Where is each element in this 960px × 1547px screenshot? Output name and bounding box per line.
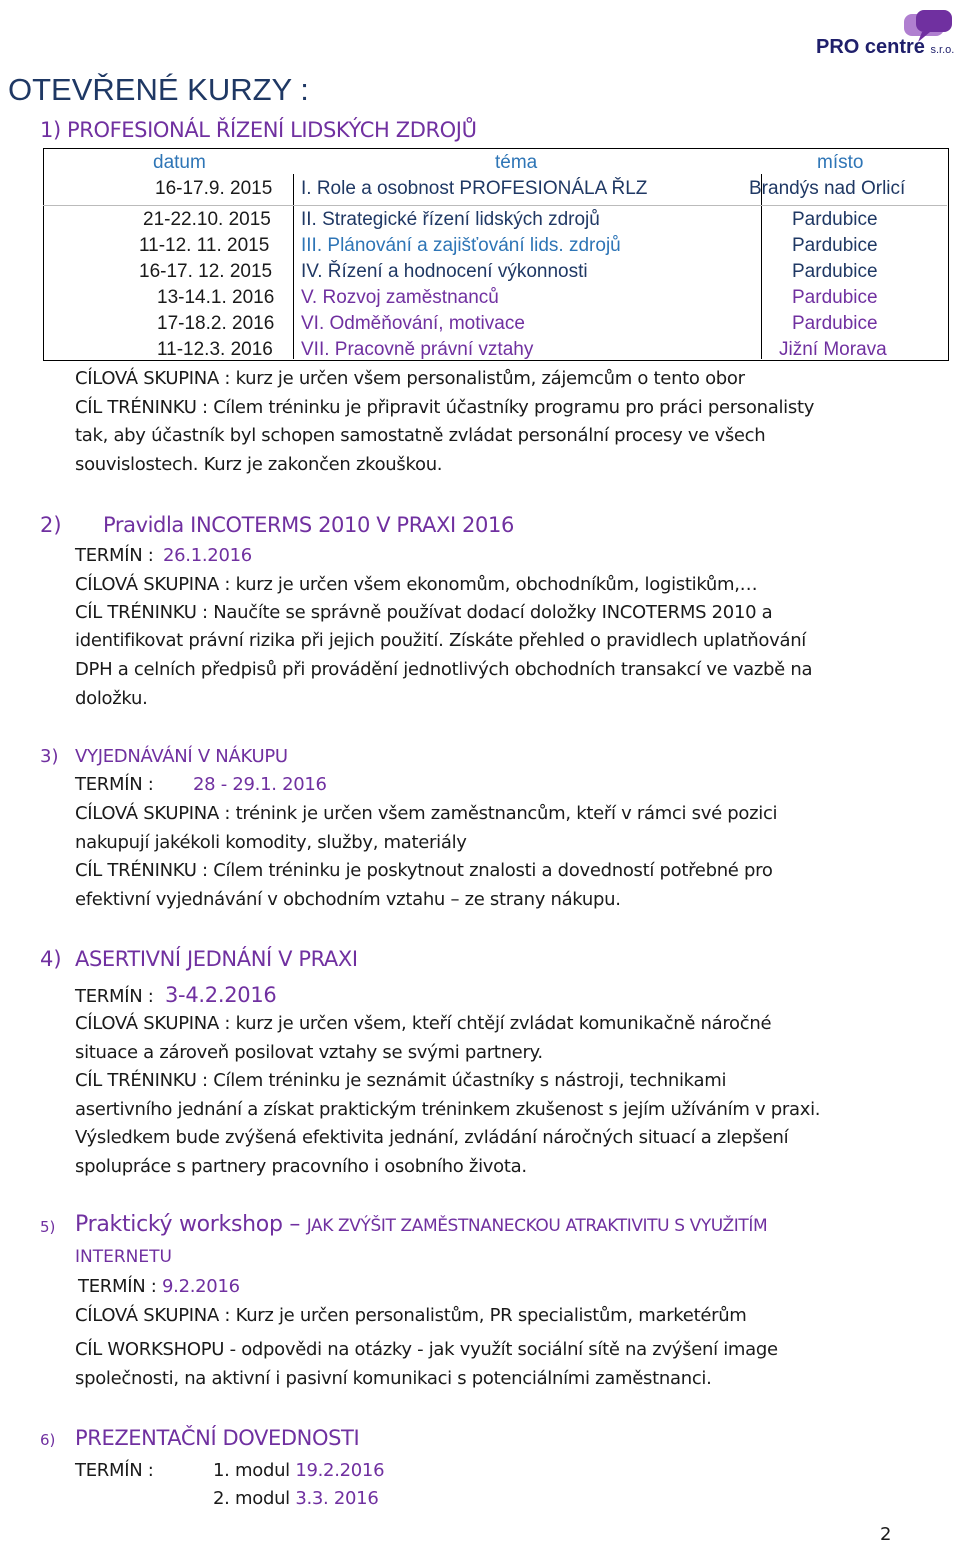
page-number: 2 bbox=[880, 1524, 892, 1545]
course5-number: 5) bbox=[40, 1218, 56, 1236]
table-cell-topic: II. Strategické řízení lidských zdrojů bbox=[301, 209, 600, 230]
course5-heading-dash: – bbox=[282, 1212, 307, 1237]
course3-heading: VYJEDNÁVÁNÍ V NÁKUPU bbox=[75, 746, 288, 767]
table-cell-date: 11-12.3. 2016 bbox=[157, 339, 273, 360]
course6-module bbox=[213, 1488, 379, 1509]
module-date: 3.3. 2016 bbox=[295, 1488, 379, 1509]
table-cell-topic: III. Plánování a zajišťování lids. zdrojů bbox=[301, 235, 621, 256]
course5-heading-rest: JAK ZVÝŠIT ZAMĚSTNANECKOU ATRAKTIVITU S VYUŽITÍM bbox=[306, 1216, 768, 1236]
module-date: 19.2.2016 bbox=[295, 1460, 385, 1481]
course2-goal-line: identifikovat právní rizika při jejich použití. Získáte přehled o pravidlech uplatňování bbox=[75, 630, 807, 651]
course1-heading: 1) PROFESIONÁL ŘÍZENÍ LIDSKÝCH ZDROJŮ bbox=[40, 118, 477, 142]
course5-heading-main: Praktický workshop bbox=[75, 1212, 283, 1237]
table-cell-date: 16-17. 12. 2015 bbox=[139, 261, 273, 282]
table-cell-place: Jižní Morava bbox=[779, 339, 887, 360]
course5-goal-line: CÍL WORKSHOPU - odpovědi na otázky - jak využít sociální sítě na zvýšení image bbox=[75, 1339, 778, 1360]
table-cell-topic: I. Role a osobnost PROFESIONÁLA ŘLZ bbox=[301, 178, 648, 199]
course3-target-line: CÍLOVÁ SKUPINA : trénink je určen všem zaměstnancům, kteří v rámci své pozici bbox=[75, 803, 778, 824]
logo-brand: PRO centre bbox=[816, 36, 925, 58]
module-label: 2. modul bbox=[213, 1488, 296, 1509]
term-value: 26.1.2016 bbox=[163, 545, 252, 566]
table-cell-topic: IV. Řízení a hodnocení výkonnosti bbox=[301, 261, 588, 282]
table-cell-place: Pardubice bbox=[792, 261, 878, 282]
term-value: 3-4.2.2016 bbox=[165, 983, 277, 1007]
course2-term bbox=[75, 545, 252, 566]
course2-goal-line: CÍL TRÉNINKU : Naučíte se správně používat dodací doložky INCOTERMS 2010 a bbox=[75, 602, 773, 623]
table-cell-place: Pardubice bbox=[792, 209, 878, 230]
course6-term-label: TERMÍN : bbox=[75, 1460, 154, 1481]
course3-target-line: nakupují jakékoli komodity, služby, materiály bbox=[75, 832, 467, 853]
course3-term bbox=[75, 774, 327, 795]
course5-heading-line2: INTERNETU bbox=[75, 1247, 172, 1267]
table-cell-place: Pardubice bbox=[792, 235, 878, 256]
term-label: TERMÍN : bbox=[75, 986, 154, 1007]
course6-module bbox=[213, 1460, 384, 1481]
course5-goal-line: společnosti, na aktivní i pasivní komunikaci s potenciálními zaměstnanci. bbox=[75, 1368, 712, 1389]
term-label: TERMÍN : bbox=[75, 545, 154, 566]
module-label: 1. modul bbox=[213, 1460, 296, 1481]
course1-goal-line: tak, aby účastník byl schopen samostatně zvládat personální procesy ve všech bbox=[75, 425, 766, 446]
course4-number: 4) bbox=[40, 947, 62, 971]
course2-number: 2) bbox=[40, 513, 62, 537]
course4-goal-line: Výsledkem bude zvýšená efektivita jednání, zvládání náročných situací a zlepšení bbox=[75, 1127, 789, 1148]
course-table bbox=[43, 148, 949, 361]
table-cell-topic: VI. Odměňování, motivace bbox=[301, 313, 525, 334]
header-misto: místo bbox=[817, 152, 864, 173]
table-cell-topic: V. Rozvoj zaměstnanců bbox=[301, 287, 499, 308]
course5-heading bbox=[75, 1212, 767, 1237]
table-cell-place: Pardubice bbox=[792, 287, 878, 308]
term-value: 9.2.2016 bbox=[162, 1276, 240, 1297]
course4-goal-line: spolupráce s partnery pracovního i osobního života. bbox=[75, 1156, 527, 1177]
course1-goal-line: souvislostech. Kurz je zakončen zkouškou. bbox=[75, 454, 443, 475]
table-cell-place: Brandýs nad Orlicí bbox=[749, 178, 906, 199]
table-cell-place: Pardubice bbox=[792, 313, 878, 334]
term-value: 28 - 29.1. 2016 bbox=[193, 774, 327, 795]
course3-goal-line: efektivní vyjednávání v obchodním vztahu – ze strany nákupu. bbox=[75, 889, 621, 910]
course2-heading: Pravidla INCOTERMS 2010 V PRAXI 2016 bbox=[103, 513, 514, 537]
course2-target: CÍLOVÁ SKUPINA : kurz je určen všem ekonomům, obchodníkům, logistikům,… bbox=[75, 574, 758, 595]
course2-goal-line: doložku. bbox=[75, 688, 148, 709]
table-divider bbox=[761, 174, 762, 359]
logo-suffix: s.r.o. bbox=[930, 44, 955, 56]
page-title: OTEVŘENÉ KURZY : bbox=[8, 72, 309, 107]
course2-goal-line: DPH a celních předpisů při provádění jednotlivých obchodních transakcí ve vazbě na bbox=[75, 659, 813, 680]
course3-goal-line: CÍL TRÉNINKU : Cílem tréninku je poskytnout znalosti a dovedností potřebné pro bbox=[75, 860, 773, 881]
table-cell-date: 17-18.2. 2016 bbox=[157, 313, 275, 334]
course6-number: 6) bbox=[40, 1431, 56, 1449]
course1-goal-line: CÍL TRÉNINKU : Cílem tréninku je připravit účastníky programu pro práci personalisty bbox=[75, 397, 815, 418]
course4-goal-line: CÍL TRÉNINKU : Cílem tréninku je seznámit účastníky s nástroji, technikami bbox=[75, 1070, 727, 1091]
course4-target-line: situace a zároveň posilovat vztahy se svými partnery. bbox=[75, 1042, 543, 1063]
course1-target: CÍLOVÁ SKUPINA : kurz je určen všem personalistům, zájemcům o tento obor bbox=[75, 368, 745, 389]
header-tema: téma bbox=[495, 152, 538, 173]
course6-heading: PREZENTAČNÍ DOVEDNOSTI bbox=[75, 1426, 360, 1450]
term-label: TERMÍN : bbox=[78, 1276, 162, 1297]
course5-term bbox=[78, 1276, 240, 1297]
table-divider bbox=[293, 174, 294, 359]
table-cell-date: 11-12. 11. 2015 bbox=[139, 235, 270, 256]
course4-target-line: CÍLOVÁ SKUPINA : kurz je určen všem, kteří chtějí zvládat komunikačně náročné bbox=[75, 1013, 772, 1034]
course4-goal-line: asertivního jednání a získat praktickým tréninkem zkušenost s jejím užíváním v praxi. bbox=[75, 1099, 821, 1120]
table-cell-date: 13-14.1. 2016 bbox=[157, 287, 275, 308]
course4-term bbox=[75, 983, 276, 1007]
course3-number: 3) bbox=[40, 746, 59, 767]
course4-heading: ASERTIVNÍ JEDNÁNÍ V PRAXI bbox=[75, 947, 358, 971]
course5-target: CÍLOVÁ SKUPINA : Kurz je určen personalistům, PR specialistům, marketérům bbox=[75, 1305, 747, 1326]
table-divider bbox=[43, 205, 947, 206]
term-label: TERMÍN : bbox=[75, 774, 154, 795]
table-cell-date: 16-17.9. 2015 bbox=[155, 178, 273, 199]
table-cell-topic: VII. Pracovně právní vztahy bbox=[301, 339, 534, 360]
header-datum: datum bbox=[153, 152, 206, 173]
table-cell-date: 21-22.10. 2015 bbox=[143, 209, 271, 230]
